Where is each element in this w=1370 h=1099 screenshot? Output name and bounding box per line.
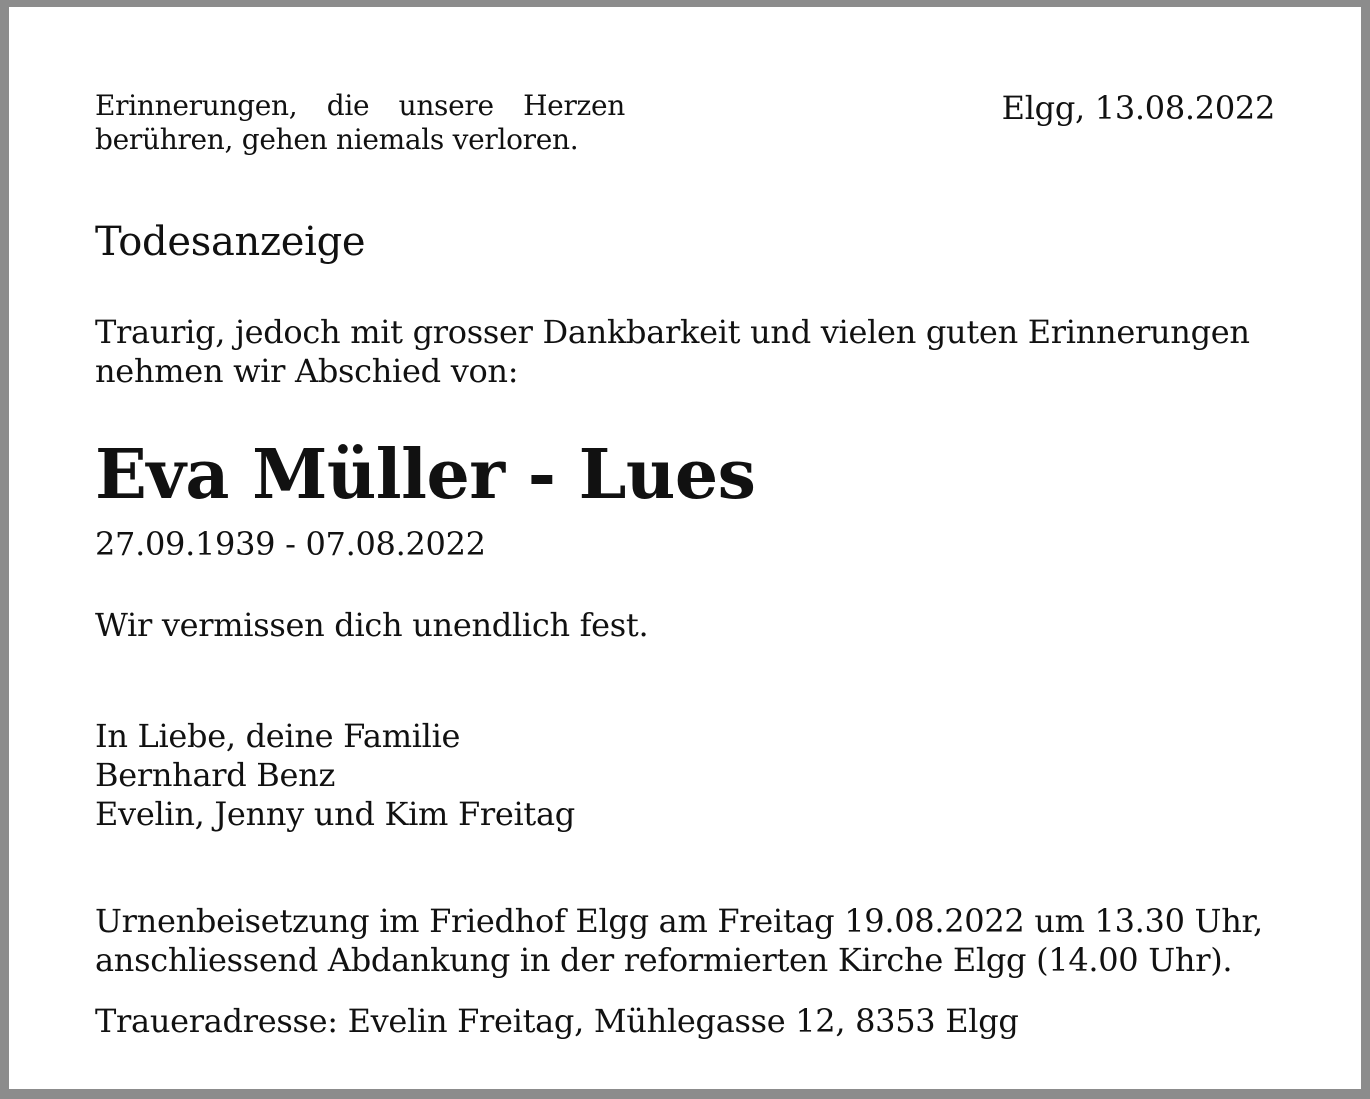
ceremony-info [95,902,1295,980]
notice-heading: Todesanzeige [95,219,366,265]
obituary-page [9,7,1361,1089]
deceased-name: Eva Müller - Lues [95,435,756,515]
ceremony-line: Urnenbeisetzung im Friedhof Elgg am Freitag 19.08.2022 um 13.30 Uhr, [95,902,1263,940]
family-signature [95,717,575,834]
life-dates: 27.09.1939 - 07.08.2022 [95,525,486,563]
family-line: In Liebe, deine Familie [95,717,461,755]
intro-line: nehmen wir Abschied von: [95,352,519,390]
ceremony-line: anschliessend Abdankung in der reformierten Kirche Elgg (14.00 Uhr). [95,941,1233,979]
mourning-address: Traueradresse: Evelin Freitag, Mühlegasse 12, 8353 Elgg [95,1002,1019,1040]
family-line: Evelin, Jenny und Kim Freitag [95,795,575,833]
farewell-text: Wir vermissen dich unendlich fest. [95,606,649,644]
intro-paragraph [95,313,1295,391]
place-date: Elgg, 13.08.2022 [1001,89,1275,127]
family-line: Bernhard Benz [95,756,336,794]
intro-line: Traurig, jedoch mit grosser Dankbarkeit und vielen guten Erinnerungen [95,313,1250,351]
motto-text: Erinnerungen, die unsere Herzen berühren, gehen niemals verloren. [95,89,625,156]
